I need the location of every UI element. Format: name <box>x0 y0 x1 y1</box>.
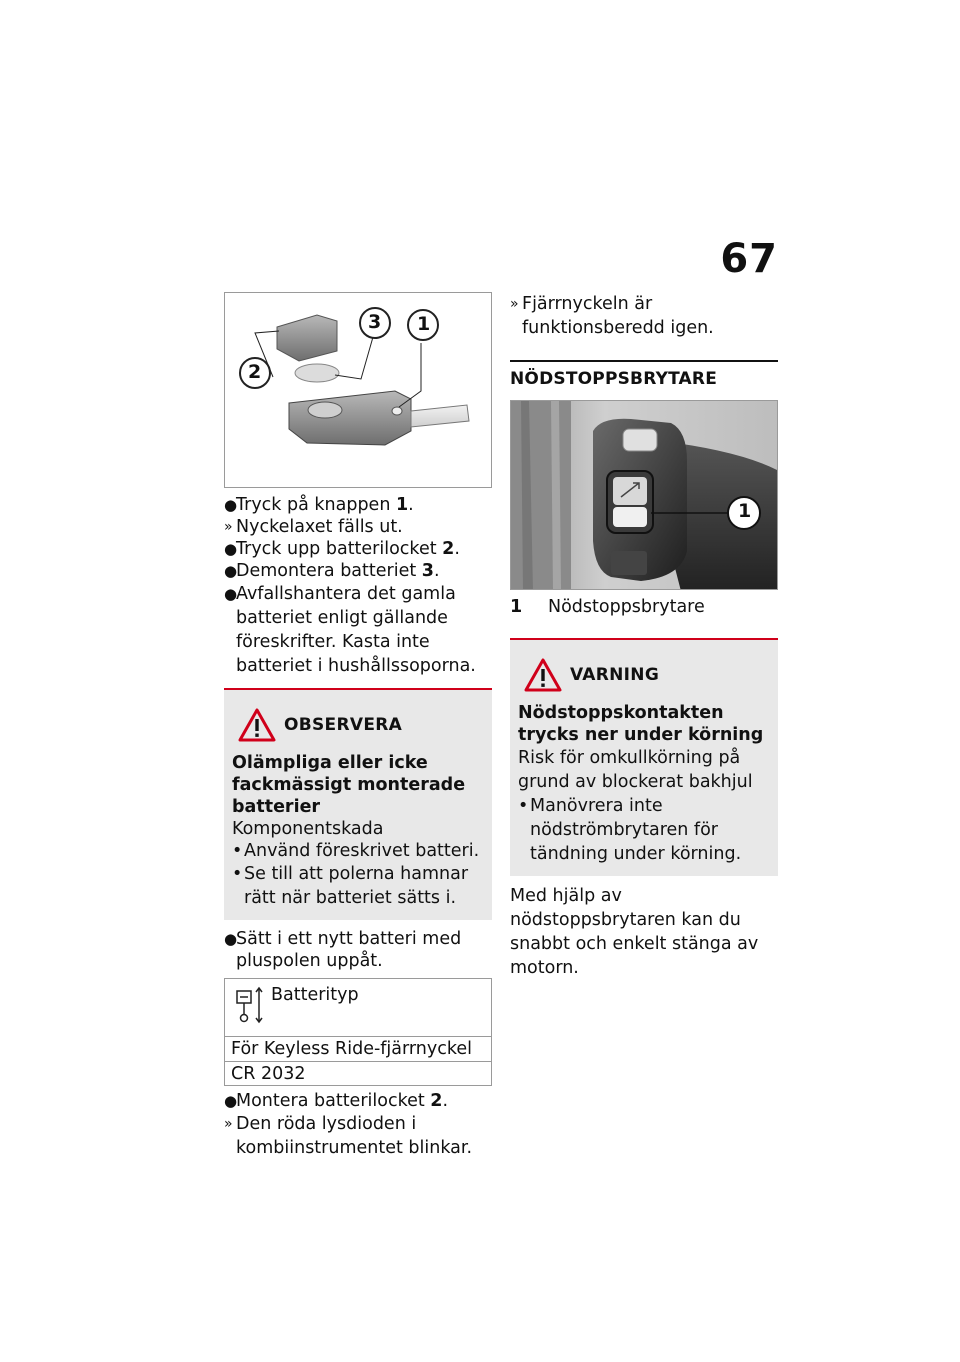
section-title: NÖDSTOPPSBRYTARE <box>510 360 778 390</box>
step-remove-battery: ● Demontera batteriet 3. <box>224 561 440 581</box>
figure-emergency-switch <box>510 400 778 590</box>
callout-3-label: 3 <box>368 311 382 333</box>
page-number: 67 <box>720 236 778 282</box>
step-insert-battery: ● Sätt i ett nytt batteri med pluspolen uppåt. <box>224 929 462 971</box>
warning-triangle-icon <box>238 708 276 742</box>
spec-row-value: CR 2032 <box>225 1061 491 1085</box>
callout-1-label: 1 <box>738 500 752 522</box>
notice-title: OBSERVERA <box>284 715 403 735</box>
notice-hazard: Olämpliga eller icke fackmässigt monterade batterier <box>232 753 466 817</box>
callout-1-label: 1 <box>417 313 431 335</box>
legend-number: 1 <box>510 597 523 617</box>
closing-paragraph: Med hjälp av nödstoppsbrytaren kan du snabbt och enkelt stänga av motorn. <box>510 886 759 978</box>
spec-row-application: För Keyless Ride-fjärrnyckel <box>231 1039 473 1059</box>
step-open-cover: ● Tryck upp batterilocket 2. <box>224 539 460 559</box>
left-column <box>224 292 492 1160</box>
legend-label: Nödstoppsbrytare <box>548 597 705 617</box>
notice-hazard: Nödstoppskontakten trycks ner under körning <box>518 703 764 745</box>
step-press-button: ● Tryck på knappen 1. <box>224 495 414 515</box>
key-battery-illustration <box>225 293 492 488</box>
step-mount-cover: ● Montera batterilocket 2. <box>224 1091 449 1111</box>
battery-steps <box>224 494 492 678</box>
switch-illustration <box>511 401 778 590</box>
step-dispose-battery: ● Avfallshantera det gamla batteriet enligt gällande föreskrifter. Kasta inte batteriet i hushållssoporna. <box>224 584 476 676</box>
notice-observera <box>224 688 492 920</box>
result-led-blinks: » Den röda lysdioden i kombiinstrumentet blinkar. <box>224 1114 473 1158</box>
callout-2-label: 2 <box>248 361 262 383</box>
notice-consequence: Komponentskada <box>232 819 384 839</box>
notice-item: • Se till att polerna hamnar rätt när batteriet sätts i. <box>232 864 469 908</box>
result-key-ready: » Fjärrnyckeln är funktionsberedd igen. <box>510 294 714 338</box>
figure-key-battery <box>224 292 492 488</box>
legend-row <box>510 596 778 618</box>
notice-consequence: Risk för omkullkörning på grund av blockerat bakhjul <box>518 748 753 792</box>
notice-item: • Använd föreskrivet batteri. <box>232 841 480 861</box>
battery-steps-end <box>224 1090 492 1160</box>
spec-title: Batterityp <box>271 985 359 1005</box>
notice-item: • Manövrera inte nödströmbrytaren för tändning under körning. <box>518 796 742 864</box>
spec-table-battery-type <box>224 978 492 1086</box>
warning-triangle-icon <box>524 658 562 692</box>
battery-spec-icon <box>235 985 263 1025</box>
notice-title: VARNING <box>570 665 660 685</box>
result-key-unfolds: » Nyckelaxet fälls ut. <box>224 517 403 537</box>
right-column <box>510 292 778 980</box>
notice-varning <box>510 638 778 876</box>
